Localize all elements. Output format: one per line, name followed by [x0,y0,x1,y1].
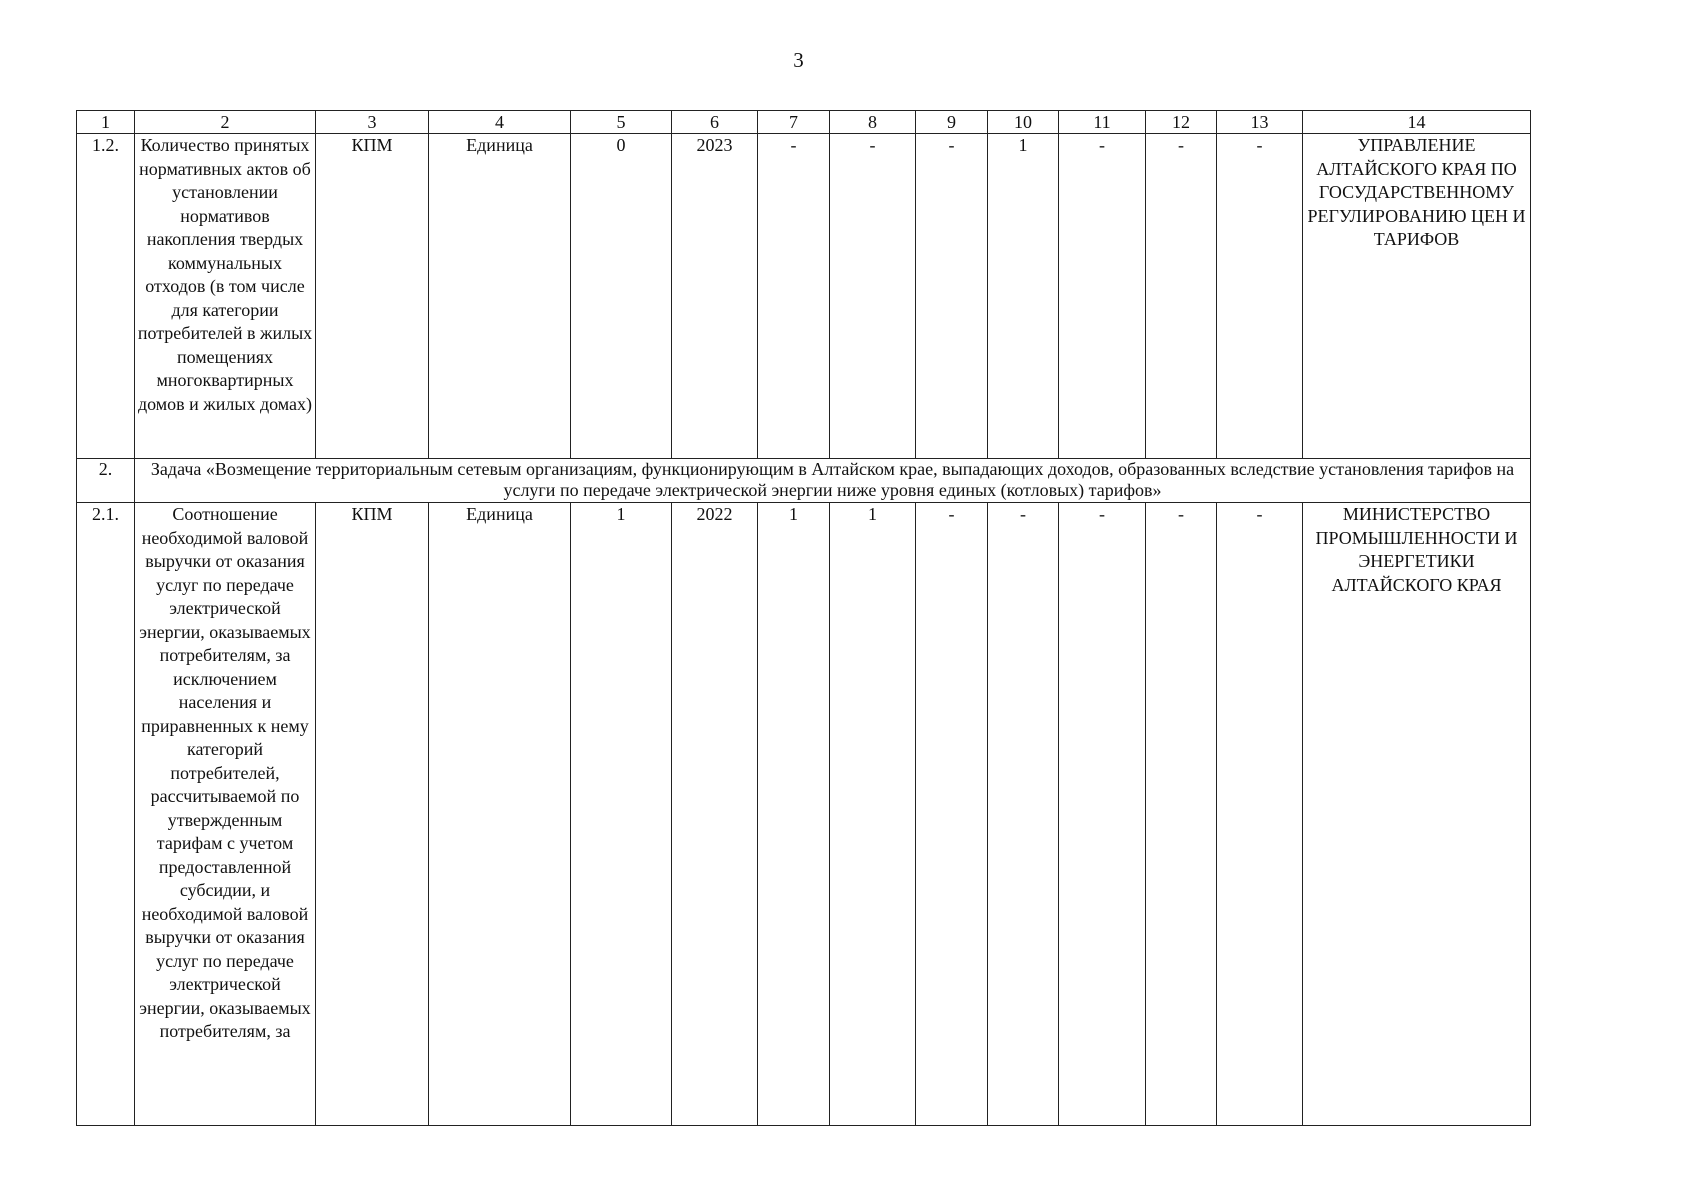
unit: Единица [429,503,571,1126]
column-number: 9 [916,111,988,134]
cell-value: - [988,503,1059,1126]
column-number: 7 [758,111,830,134]
cell-value: 0 [571,134,672,459]
column-numbers-row [77,111,1531,134]
cell-value: - [1217,134,1303,459]
responsible-body: МИНИСТЕРСТВО ПРОМЫШЛЕННОСТИ И ЭНЕРГЕТИКИ АЛТАЙСКОГО КРАЯ [1303,503,1531,1126]
cell-value: - [1146,134,1217,459]
column-number: 3 [316,111,429,134]
indicator-type: КПМ [316,134,429,459]
column-number: 12 [1146,111,1217,134]
column-number: 5 [571,111,672,134]
column-number: 4 [429,111,571,134]
cell-value: 1 [830,503,916,1126]
page-number: 3 [793,48,804,72]
cell-value: 2023 [672,134,758,459]
cell-value: - [758,134,830,459]
column-number: 14 [1303,111,1531,134]
column-number: 10 [988,111,1059,134]
table-row [77,134,1531,459]
responsible-body: УПРАВЛЕНИЕ АЛТАЙСКОГО КРАЯ ПО ГОСУДАРСТВЕННОМУ РЕГУЛИРОВАНИЮ ЦЕН И ТАРИФОВ [1303,134,1531,459]
column-number: 13 [1217,111,1303,134]
column-number: 11 [1059,111,1146,134]
cell-value: 1 [571,503,672,1126]
cell-value: - [916,134,988,459]
table-row [77,503,1531,1126]
row-number: 1.2. [77,134,135,459]
indicator-name: Количество принятых нормативных актов об установлении нормативов накопления твердых коммунальных отходов (в том числе для категории потребителей в жилых помещениях многоквартирных домов и жилых домах) [135,134,316,459]
cell-value: - [916,503,988,1126]
cell-value: - [830,134,916,459]
column-number: 6 [672,111,758,134]
row-number: 2.1. [77,503,135,1126]
cell-value: - [1059,503,1146,1126]
cell-value: - [1217,503,1303,1126]
task-text: Задача «Возмещение территориальным сетевым организациям, функционирующим в Алтайском крае, выпадающих доходов, образованных вследствие установления тарифов на услуги по передаче электрической энергии ниже уровня единых (котловых) тарифов» [135,459,1531,503]
indicator-name: Соотношение необходимой валовой выручки от оказания услуг по передаче электрической энергии, оказываемых потребителям, за исключением населения и приравненных к нему категорий потребителей, рассчитываемой по утвержденным тарифам с учетом предоставленной субсидии, и необходимой валовой выручки от оказания услуг по передаче электрической энергии, оказываемых потребителям, за [135,503,316,1126]
column-number: 8 [830,111,916,134]
cell-value: 1 [758,503,830,1126]
row-number: 2. [77,459,135,503]
column-number: 2 [135,111,316,134]
column-number: 1 [77,111,135,134]
task-row [77,459,1531,503]
cell-value: 2022 [672,503,758,1126]
cell-value: - [1059,134,1146,459]
cell-value: - [1146,503,1217,1126]
indicators-table [76,110,1531,1126]
cell-value: 1 [988,134,1059,459]
unit: Единица [429,134,571,459]
indicator-type: КПМ [316,503,429,1126]
